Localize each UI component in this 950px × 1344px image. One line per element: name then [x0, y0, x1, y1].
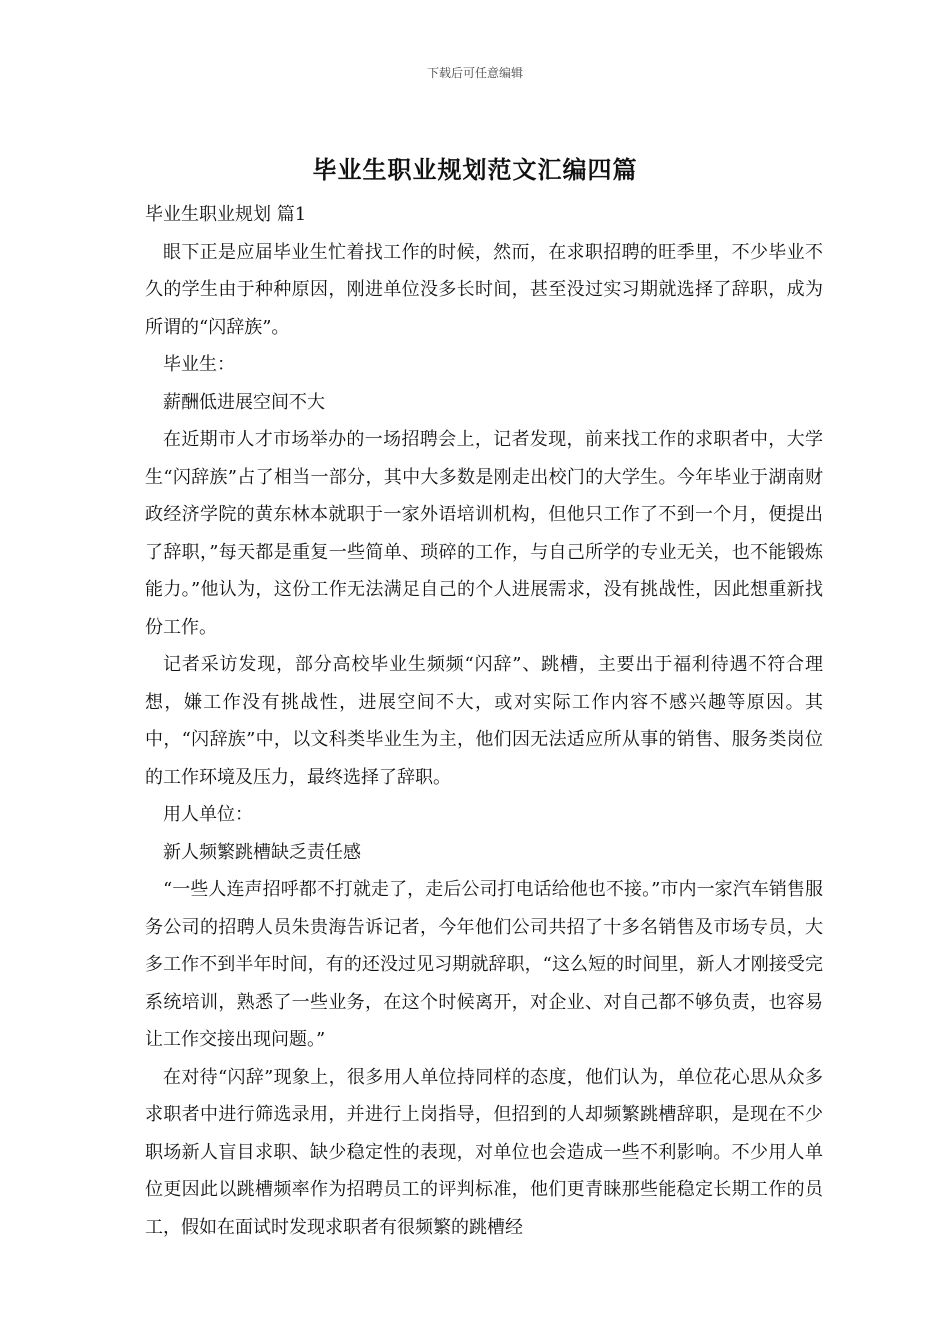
paragraph: 在对待“闪辞”现象上，很多用人单位持同样的态度，他们认为，单位花心思从众多求职者中进行筛选录用，并进行上岗指导，但招到的人却频繁跳槽辞职，是现在不少职场新人盲目求职、缺少稳定性的表现，对单位也会造成一些不利影响。不少用人单位更因此以跳槽频率作为招聘员工的评判标准，他们更青睐那些能稳定长期工作的员工，假如在面试时发现求职者有很频繁的跳槽经	[145, 1066, 823, 1238]
paragraph: “一些人连声招呼都不打就走了，走后公司打电话给他也不接。”市内一家汽车销售服务公司的招聘人员朱贵海告诉记者，今年他们公司共招了十多名销售及市场专员，大多工作不到半年时间，有的还没过见习期就辞职，“这么短的时间里，新人才刚接受完系统培训，熟悉了一些业务，在这个时候离开，对企业、对自己都不够负责，也容易让工作交接出现问题。”	[145, 879, 823, 1050]
subheading-low-pay: 薪酬低进展空间不大	[163, 391, 325, 413]
paragraph: 在近期市人才市场举办的一场招聘会上，记者发现，前来找工作的求职者中，大学生“闪辞族”占了相当一部分，其中大多数是刚走出校门的大学生。今年毕业于湖南财政经济学院的黄东林本就职于一家外语培训机构，但他只工作了不到一个月，便提出了辞职，”每天都是重复一些简单、琐碎的工作，与自己所学的专业无关，也不能锻炼能力。”他认为，这份工作无法满足自己的个人进展需求，没有挑战性，因此想重新找份工作。	[145, 429, 823, 638]
document-body	[145, 196, 823, 1246]
page-header-note: 下载后可任意编辑	[426, 66, 523, 80]
paragraph: 记者采访发现，部分高校毕业生频频“闪辞”、跳槽，主要出于福利待遇不符合理想，嫌工作没有挑战性，进展空间不大，或对实际工作内容不感兴趣等原因。其中，“闪辞族”中，以文科类毕业生为主，他们因无法适应所从事的销售、服务类岗位的工作环境及压力，最终选择了辞职。	[145, 654, 823, 788]
subheading-job-hopping: 新人频繁跳槽缺乏责任感	[163, 841, 361, 863]
section-label: 毕业生职业规划 篇1	[145, 204, 307, 225]
subheading-employers: 用人单位：	[163, 804, 253, 825]
document-title: 毕业生职业规划范文汇编四篇	[312, 155, 638, 184]
subheading-graduates: 毕业生：	[163, 354, 235, 375]
paragraph: 眼下正是应届毕业生忙着找工作的时候，然而，在求职招聘的旺季里，不少毕业不久的学生由于种种原因，刚进单位没多长时间，甚至没过实习期就选择了辞职，成为所谓的“闪辞族”。	[145, 241, 823, 338]
